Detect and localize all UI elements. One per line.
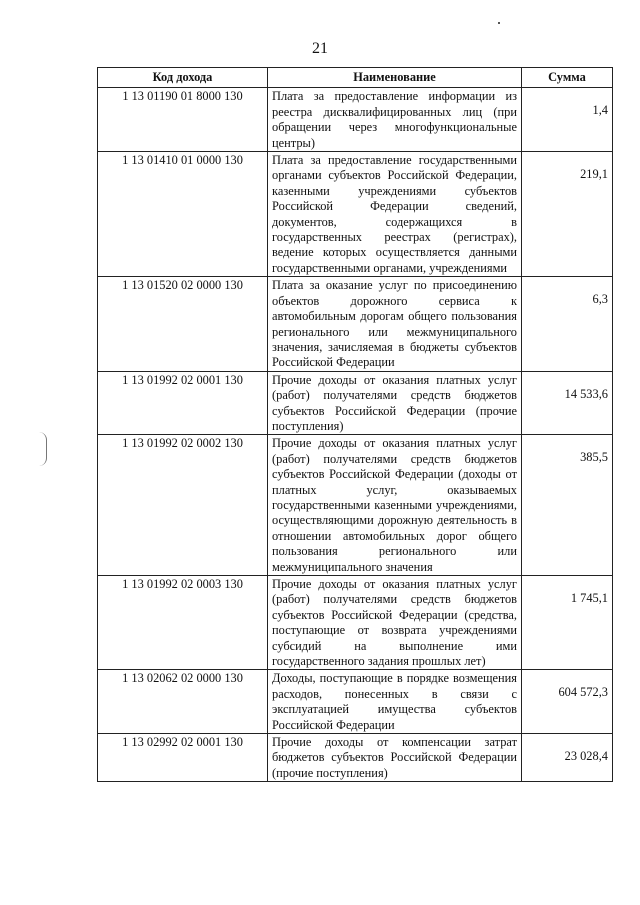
table-row bbox=[98, 670, 613, 734]
revenue-sum: 219,1 bbox=[522, 152, 613, 277]
revenue-code: 1 13 01520 02 0000 130 bbox=[98, 277, 268, 371]
revenue-code: 1 13 01410 01 0000 130 bbox=[98, 152, 268, 277]
revenue-code: 1 13 02062 02 0000 130 bbox=[98, 670, 268, 734]
header-sum: Сумма bbox=[522, 68, 613, 88]
table-row bbox=[98, 371, 613, 435]
table-row bbox=[98, 152, 613, 277]
revenue-code: 1 13 02992 02 0001 130 bbox=[98, 734, 268, 782]
revenue-sum: 1,4 bbox=[522, 88, 613, 152]
revenue-name: Прочие доходы от оказания платных услуг (работ) получателями средств бюджетов субъектов Российской Федерации (прочие поступления) bbox=[268, 371, 522, 435]
table-header-row bbox=[98, 68, 613, 88]
scan-speck bbox=[498, 22, 500, 24]
revenue-name: Доходы, поступающие в порядке возмещения расходов, понесенных в связи с эксплуатацией имущества субъектов Российской Федерации bbox=[268, 670, 522, 734]
header-code: Код дохода bbox=[98, 68, 268, 88]
revenue-name: Прочие доходы от компенсации затрат бюджетов субъектов Российской Федерации (прочие поступления) bbox=[268, 734, 522, 782]
table-row bbox=[98, 88, 613, 152]
table-row bbox=[98, 576, 613, 670]
revenue-name: Прочие доходы от оказания платных услуг (работ) получателями средств бюджетов субъектов Российской Федерации (средства, поступающие от возврата учреждениями субсидий на выполнение ими государственного задания прошлых лет) bbox=[268, 576, 522, 670]
revenue-code: 1 13 01992 02 0002 130 bbox=[98, 435, 268, 576]
revenue-code: 1 13 01190 01 8000 130 bbox=[98, 88, 268, 152]
revenue-code: 1 13 01992 02 0001 130 bbox=[98, 371, 268, 435]
revenue-name: Плата за оказание услуг по присоединению объектов дорожного сервиса к автомобильным дорогам общего пользования регионального или межмуниципального значения, зачисляемая в бюджеты субъектов Российской Федерации bbox=[268, 277, 522, 371]
table-row bbox=[98, 734, 613, 782]
revenue-table bbox=[97, 67, 613, 782]
revenue-code: 1 13 01992 02 0003 130 bbox=[98, 576, 268, 670]
revenue-sum: 6,3 bbox=[522, 277, 613, 371]
revenue-sum: 1 745,1 bbox=[522, 576, 613, 670]
margin-bracket-mark bbox=[36, 432, 47, 466]
revenue-name: Плата за предоставление государственными органами субъектов Российской Федерации, казенными учреждениями субъектов Российской Федерации сведений, документов, содержащихся в государственных реестрах (регистрах), ведение которых осуществляется данными государственными органами, учреждениями bbox=[268, 152, 522, 277]
revenue-sum: 604 572,3 bbox=[522, 670, 613, 734]
header-name: Наименование bbox=[268, 68, 522, 88]
revenue-sum: 23 028,4 bbox=[522, 734, 613, 782]
table-row bbox=[98, 277, 613, 371]
page-number: 21 bbox=[312, 40, 328, 57]
revenue-sum: 14 533,6 bbox=[522, 371, 613, 435]
revenue-name: Прочие доходы от оказания платных услуг (работ) получателями средств бюджетов субъектов Российской Федерации (доходы от платных услуг, оказываемых государственными казенными учреждениями, осуществляющими дорожную деятельность в отношении автомобильных дорог общего пользования регионального или межмуниципального значения bbox=[268, 435, 522, 576]
revenue-name: Плата за предоставление информации из реестра дисквалифицированных лиц (при обращении через многофункциональные центры) bbox=[268, 88, 522, 152]
revenue-sum: 385,5 bbox=[522, 435, 613, 576]
table-row bbox=[98, 435, 613, 576]
